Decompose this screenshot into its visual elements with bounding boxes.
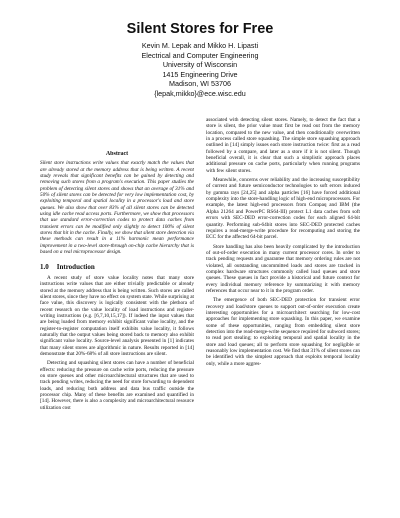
body-paragraph: The emergence of both SEC-DED protection for transient error recovery and load/store queues to support out-of-order execution create interesting opportunities for a microarchitect searching for low-cost approaches for implementing store squashing. In this paper, we examine some of these opportunities, ranging from embedding silent store detection into the read-merge-write sequence required for subword stores; to read port stealing; to exploiting temporal and spatial locality in the store and load queues; all to perform store squashing for negligible or reasonably low implementation cost. We find that 31% of silent stores can be identified with the simplest approach that exploits temporal locality only, while a more aggres- (206, 297, 360, 367)
author-street: 1415 Engineering Drive (162, 69, 238, 79)
body-paragraph: A recent study of store value locality notes that many store instructions write values that are either trivially predictable or already stored at the memory address that is being written. Such stores are called silent stores, since they have no effect on system state. While surprising at face value, this discovery is logically consistent with the plethora of recent research on the value locality of load instructions and register-writing instructions (e.g. [6,7,10,15,17]). If indeed the input values that are being loaded from memory exhibit significant value locality, and the register-to-register computation itself exhibits value locality, it follows naturally that the output values being stored back to memory also exhibit significant value locality. Source-level analysis presented in [1] indicates that many silent stores are algorithmic in nature. Results reported in [14] demonstrate that 20%-68% of all store instructions are silent. (40, 274, 194, 357)
abstract-heading: Abstract (105, 151, 129, 157)
left-column (40, 151, 194, 506)
author-email: {lepak,mikko}@ece.wisc.edu (154, 88, 246, 98)
paper-title: Silent Stores for Free (126, 21, 274, 37)
author-department: Electrical and Computer Engineering (141, 50, 259, 60)
right-column (206, 117, 360, 506)
author-city: Madison, WI 53706 (169, 79, 231, 88)
body-paragraph: Store handling has also been heavily complicated by the introduction of out-of-order execution in many current processor cores. In order to track pending requests and guarantee that memory ordering rules are not violated, all outstanding uncommitted loads and stores are tracked in complex hardware structures commonly called load queues and store queues. These queues in fact provide a historical and future context for every individual memory reference by summarizing it with memory references that occur near to it in the program order. (206, 243, 360, 294)
body-paragraph: Detecting and squashing silent stores can have a number of beneficial effects: reducing the pressure on cache write ports, reducing the pressure on store queues and other microarchitectural structures that are used to track pending writes, reducing the need for store forwarding to dependent loads, and reducing both address and data bus traffic outside the processor chip. Many of these benefits are examined and quantified in [14]. However, there is also a complexity and microarchitectural resource utilization cost (40, 360, 194, 411)
section-number: 1.0 (40, 262, 49, 271)
author-names: Kevin M. Lepak and Mikko H. Lipasti (141, 41, 259, 50)
body-paragraph: associated with detecting silent stores. Namely, to detect the fact that a store is silent, the prior value must first be read out from the memory location, compared to the new value, and then conditionally overwritten in a process called store squashing. The simple store squashing approach outlined in [14] simply issues each store instruction twice: first as a read followed by a compare, and later as a store if it is not silent. Though beneficial overall, it is clear that such a simplistic approach places additional pressure on cache ports, particularly when running programs with few silent stores. (206, 117, 360, 174)
body-paragraph: Meanwhile, concerns over reliability and the increasing susceptibility of current and future semiconductor technologies to soft errors induced by gamma rays [24,25] and alpha particles [16] have forced additional complexity into the store-handling logic of high-end microprocessors. For example, the latest high-end processors from Compaq and IBM (the Alpha 21264 and PowerPC RS64-III) protect L1 data caches from soft errors with SEC-DED error-correction codes for each aligned 64-bit quantity. Performing sub-64bit stores into SEC-DED protected caches requires a read-merge-write procedure for recomputing and storing the ECC for the affected 64-bit parcel. (206, 177, 360, 241)
section-title: Introduction (56, 262, 95, 271)
author-university: University of Wisconsin (162, 60, 238, 69)
author-block (0, 41, 400, 98)
abstract-text: Silent store instructions write values that exactly match the values that are already stored at the memory address that is being written. A recent study reveals that significant benefits can be gained by detecting and removing such stores from a program's execution. This paper studies the problem of detecting silent stores and shows that an average of 31% and 50% of silent stores can be detected for very low implementation cost, by exploiting temporal and spatial locality in a processor's load and store queues. We also show that over 83% of all silent stores can be detected using idle cache read access ports. Furthermore, we show that processors that use standard error-correction codes to protect data caches from transient errors can be modified only slightly to detect 100% of silent stores that hit in the cache. Finally, we show that silent store detection via these methods can result in a 11% harmonic mean performance improvement in a two-level store-through on-chip cache hierarchy that is based on a real microprocessor design. (40, 160, 194, 256)
section-heading (40, 264, 194, 270)
